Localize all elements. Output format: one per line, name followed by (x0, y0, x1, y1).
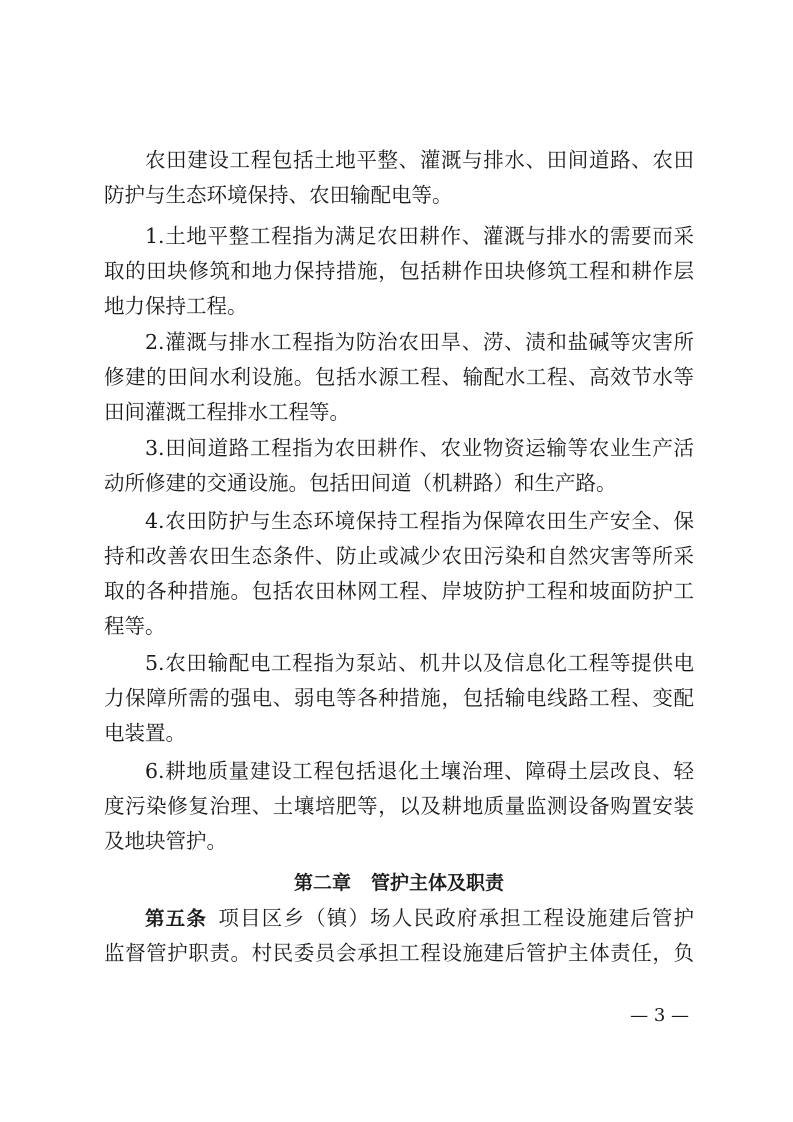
paragraph-2-line-2: 取的田块修筑和地力保持措施，包括耕作田块修筑工程和耕作层 (104, 259, 694, 283)
paragraph-3-line-3: 田间灌溉工程排水工程等。 (104, 400, 350, 424)
article-line-2: 监督管护职责。村民委员会承担工程设施建后管护主体责任，负 (104, 941, 694, 965)
paragraph-1-line-2: 防护与生态环境保持、农田输配电等。 (104, 183, 453, 207)
paragraph-2-line-1: 1.土地平整工程指为满足农田耕作、灌溉与排水的需要而采 (145, 224, 694, 248)
paragraph-5-line-3: 取的各种措施。包括农田林网工程、岸坡防护工程和坡面防护工 (104, 579, 694, 603)
paragraph-3-line-1: 2.灌溉与排水工程指为防治农田旱、涝、渍和盐碱等灾害所 (145, 330, 694, 354)
paragraph-3-line-2: 修建的田间水利设施。包括水源工程、输配水工程、高效节水等 (104, 365, 694, 389)
chapter-number: 第二章 (293, 872, 351, 894)
paragraph-5-line-2: 持和改善农田生态条件、防止或减少农田污染和自然灾害等所采 (104, 544, 694, 568)
paragraph-6-line-1: 5.农田输配电工程指为泵站、机井以及信息化工程等提供电 (145, 651, 694, 675)
article-line-1 (145, 903, 694, 933)
chapter-heading (104, 868, 694, 898)
paragraph-4-line-2: 动所修建的交通设施。包括田间道（机耕路）和生产路。 (104, 471, 617, 495)
paragraph-4-line-1: 3.田间道路工程指为农田耕作、农业物资运输等农业生产活 (145, 436, 694, 460)
article-label: 第五条 (145, 907, 208, 930)
article-text-1: 项目区乡（镇）场人民政府承担工程设施建后管护 (217, 906, 694, 930)
paragraph-6-line-2: 力保障所需的强电、弱电等各种措施，包括输电线路工程、变配 (104, 686, 694, 710)
paragraph-7-line-1: 6.耕地质量建设工程包括退化土壤治理、障碍土层改良、轻 (145, 759, 694, 783)
page-number: — 3 — (630, 1005, 689, 1026)
paragraph-5-line-4: 程等。 (104, 614, 166, 638)
paragraph-5-line-1: 4.农田防护与生态环境保持工程指为保障农田生产安全、保 (145, 509, 694, 533)
chapter-title: 管护主体及职责 (371, 872, 505, 894)
paragraph-7-line-3: 及地块管护。 (104, 829, 227, 853)
paragraph-7-line-2: 度污染修复治理、土壤培肥等，以及耕地质量监测设备购置安装 (104, 794, 694, 818)
paragraph-6-line-3: 电装置。 (104, 721, 186, 745)
paragraph-1-line-1: 农田建设工程包括土地平整、灌溉与排水、田间道路、农田 (145, 148, 694, 172)
paragraph-2-line-3: 地力保持工程。 (104, 294, 248, 318)
